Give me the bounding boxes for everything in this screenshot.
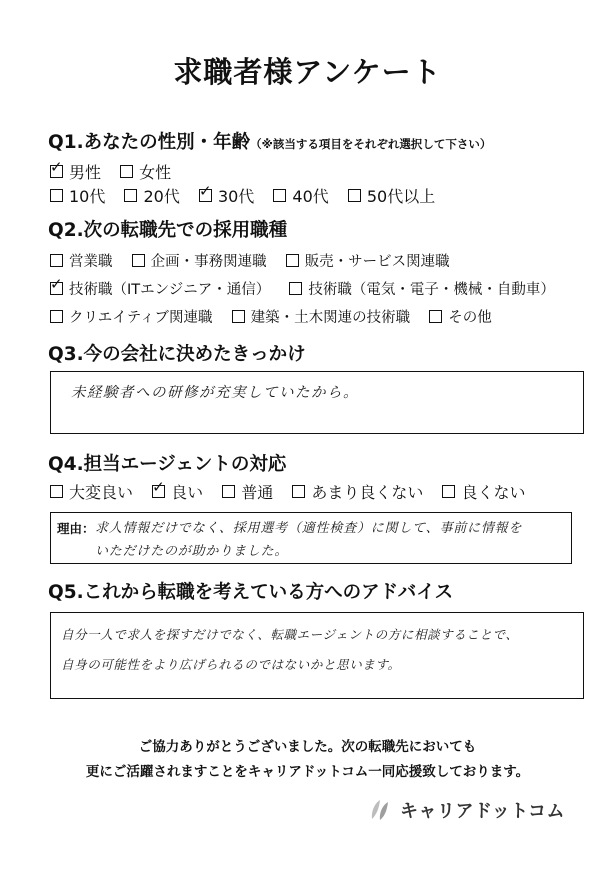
q2-heading: Q2.次の転職先での採用職種 xyxy=(48,220,288,241)
option-creative[interactable]: クリエイティブ関連職 xyxy=(50,306,213,327)
checkbox[interactable] xyxy=(50,189,63,202)
option-40s[interactable]: 40代 xyxy=(273,184,328,207)
option-not-very-good[interactable]: あまり良くない xyxy=(292,480,423,503)
checkbox[interactable] xyxy=(442,485,455,498)
checkbox[interactable] xyxy=(50,485,63,498)
logo-text: キャリアドットコム xyxy=(400,801,566,822)
option-good[interactable]: ✓ 良い xyxy=(152,478,204,502)
checkbox[interactable] xyxy=(273,189,286,202)
option-male[interactable]: ✓ 男性 xyxy=(50,158,102,182)
q5-answer-line-2: 自身の可能性をより広げられるのではないかと思います。 xyxy=(61,657,401,672)
company-logo xyxy=(368,797,565,823)
q4-reason-line-2: いただけたのが助かりました。 xyxy=(95,544,289,559)
page-title: 求職者様アンケート xyxy=(173,55,442,89)
checkbox[interactable] xyxy=(198,182,212,202)
checkbox[interactable] xyxy=(286,254,299,267)
checkbox[interactable] xyxy=(289,282,302,295)
check-mark-icon: ✓ xyxy=(50,158,63,176)
option-10s[interactable]: 10代 xyxy=(50,184,105,207)
option-average[interactable]: 普通 xyxy=(222,480,273,503)
q4-heading: Q4.担当エージェントの対応 xyxy=(48,454,287,475)
q1-note: （※該当する項目をそれぞれ選択して下さい） xyxy=(250,137,492,151)
thanks-line-2: 更にご活躍されますことをキャリアドットコム一同応援致しております。 xyxy=(85,764,530,780)
q3-answer-text: 未経験者への研修が充実していたから。 xyxy=(71,385,359,401)
q1-heading-text: Q1.あなたの性別・年齢 xyxy=(48,132,251,153)
leaf-logo-icon xyxy=(368,797,394,823)
option-30s[interactable]: ✓ 30代 xyxy=(198,182,255,206)
checkbox[interactable] xyxy=(50,254,63,267)
checkbox[interactable] xyxy=(50,310,63,323)
option-retail-service[interactable]: 販売・サービス関連職 xyxy=(286,250,450,271)
q5-answer-box[interactable] xyxy=(50,612,584,699)
option-very-good[interactable]: 大変良い xyxy=(50,480,133,503)
checkbox[interactable] xyxy=(292,485,305,498)
option-female[interactable]: 女性 xyxy=(120,160,171,183)
checkbox[interactable] xyxy=(50,275,63,295)
option-20s[interactable]: 20代 xyxy=(124,184,179,207)
thanks-line-1: ご協力ありがとうございました。次の転職先においても xyxy=(138,739,477,755)
q4-options-row xyxy=(50,480,539,503)
q2-row-3 xyxy=(50,306,506,327)
check-mark-icon: ✓ xyxy=(152,478,165,496)
q2-row-1 xyxy=(50,250,464,271)
checkbox[interactable] xyxy=(50,158,63,178)
checkbox[interactable] xyxy=(132,254,145,267)
check-mark-icon: ✓ xyxy=(50,275,63,293)
option-other[interactable]: その他 xyxy=(429,306,492,327)
checkbox[interactable] xyxy=(152,478,165,498)
q2-row-2 xyxy=(50,275,569,299)
q4-reason-box[interactable] xyxy=(50,512,572,564)
q1-heading xyxy=(48,128,491,154)
option-50s-plus[interactable]: 50代以上 xyxy=(348,184,435,207)
checkbox[interactable] xyxy=(429,310,442,323)
q5-answer-line-1: 自分一人で求人を探すだけでなく、転職エージェントの方に相談することで、 xyxy=(61,627,519,642)
checkbox[interactable] xyxy=(120,165,133,178)
option-sales[interactable]: 営業職 xyxy=(50,250,113,271)
check-mark-icon: ✓ xyxy=(198,182,212,200)
option-planning-office[interactable]: 企画・事務関連職 xyxy=(132,250,267,271)
checkbox[interactable] xyxy=(222,485,235,498)
checkbox[interactable] xyxy=(348,189,361,202)
option-construction[interactable]: 建築・土木関連の技術職 xyxy=(232,306,411,327)
checkbox[interactable] xyxy=(232,310,245,323)
option-tech-it[interactable]: ✓ 技術職（ITエンジニア・通信） xyxy=(50,275,271,298)
q3-heading: Q3.今の会社に決めたきっかけ xyxy=(48,344,306,365)
checkbox[interactable] xyxy=(124,189,137,202)
option-tech-electric[interactable]: 技術職（電気・電子・機械・自動車） xyxy=(289,278,555,299)
q1-gender-row xyxy=(50,160,185,183)
q5-heading: Q5.これから転職を考えている方へのアドバイス xyxy=(48,582,454,603)
q3-answer-box[interactable] xyxy=(50,371,584,434)
q4-reason-label: 理由： xyxy=(57,521,95,536)
option-not-good[interactable]: 良くない xyxy=(442,480,525,503)
q1-age-row xyxy=(50,184,449,207)
q4-reason-line-1: 求人情報だけでなく、採用選考（適性検査）に関して、事前に情報を xyxy=(95,521,523,536)
